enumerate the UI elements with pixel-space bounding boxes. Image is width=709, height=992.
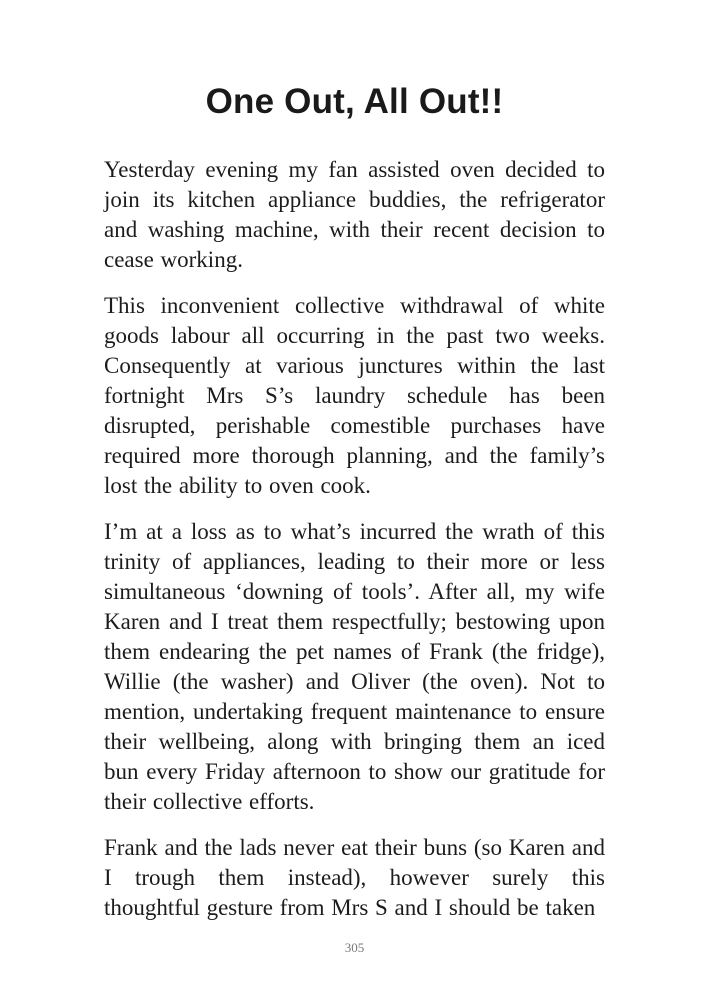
page-content xyxy=(0,155,709,923)
page-title: One Out, All Out!! xyxy=(205,82,504,121)
paragraph-1: Yesterday evening my fan assisted oven decided to join its kitchen appliance buddies, the refrigerator and washing machine, with their recent decision to cease working. xyxy=(104,157,605,272)
paragraph-3: I’m at a loss as to what’s incurred the wrath of this trinity of appliances, leading to their more or less simultaneous ‘downing of tools’. After all, my wife Karen and I treat them respectfully; bestowing upon them endearing the pet names of Frank (the fridge), Willie (the washer) and Oliver (the oven). Not to mention, undertaking frequent maintenance to ensure their wellbeing, along with bringing them an iced bun every Friday afternoon to show our gratitude for their collective efforts. xyxy=(104,519,605,814)
paragraph-4: Frank and the lads never eat their buns (so Karen and I trough them instead), however surely this thoughtful gesture from Mrs S and I should be taken xyxy=(104,835,605,920)
page-number: 305 xyxy=(344,940,365,955)
paragraph-2: This inconvenient collective withdrawal of white goods labour all occurring in the past two weeks. Consequently at various junctures within the last fortnight Mrs S’s laundry schedule has been disrupted, perishable comestible purchases have required more thorough planning, and the family’s lost the ability to oven cook. xyxy=(104,293,605,498)
